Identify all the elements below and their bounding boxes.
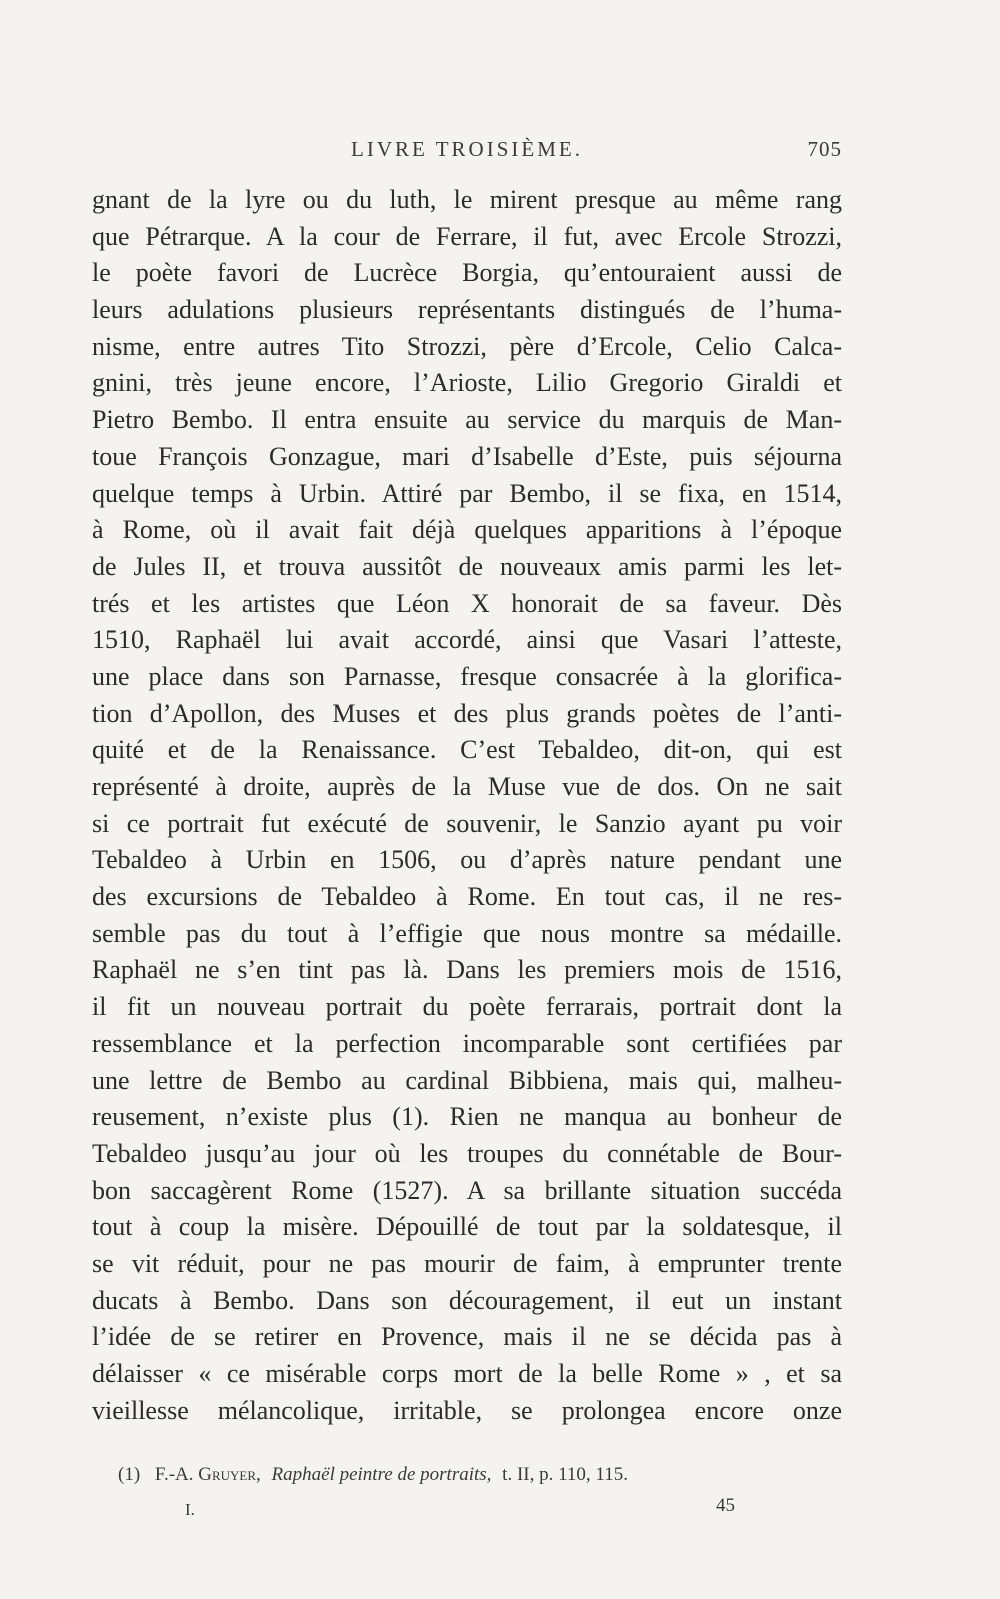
text-line: trés et les artistes que Léon X honorait de sa faveur. Dès [92,588,842,618]
text-line: à Rome, où il avait fait déjà quelques apparitions à l’époque [92,515,842,545]
text-line: Tebaldeo jusqu’au jour où les troupes du connétable de Bour- [92,1138,842,1168]
text-line: se vit réduit, pour ne pas mourir de faim, à emprunter trente [92,1248,842,1278]
text-line: une lettre de Bembo au cardinal Bibbiena, mais qui, malheu- [92,1065,842,1095]
text-line: ressemblance et la perfection incomparable sont certifiées par [92,1028,842,1058]
text-line: tion d’Apollon, des Muses et des plus grands poètes de l’anti- [92,698,842,728]
text-line: de Jules II, et trouva aussitôt de nouveaux amis parmi les let- [92,551,842,581]
page-number: 705 [807,137,842,161]
text-line: gnini, très jeune encore, l’Arioste, Lilio Gregorio Giraldi et [92,368,842,398]
text-line: il fit un nouveau portrait du poète ferrarais, portrait dont la [92,992,842,1022]
text-line: ducats à Bembo. Dans son découragement, il eut un instant [92,1285,842,1315]
text-line: des excursions de Tebaldeo à Rome. En tout cas, il ne res- [92,882,842,912]
text-line: quelque temps à Urbin. Attiré par Bembo, il se fixa, en 1514, [92,478,842,508]
text-line: Pietro Bembo. Il entra ensuite au service du marquis de Man- [92,405,842,435]
footnote-author: F.-A. Gruyer, [154,1464,261,1485]
footnote-reference: t. II, p. 110, 115. [502,1464,628,1485]
text-line: tout à coup la misère. Dépouillé de tout par la soldatesque, il [92,1212,842,1242]
text-line: vieillesse mélancolique, irritable, se prolongea encore onze [92,1395,842,1425]
text-line: le poète favori de Lucrèce Borgia, qu’entouraient aussi de [92,258,842,288]
text-line: si ce portrait fut exécuté de souvenir, le Sanzio ayant pu voir [92,808,842,838]
text-line: semble pas du tout à l’effigie que nous montre sa médaille. [92,918,842,948]
running-title: LIVRE TROISIÈME. [351,137,583,161]
text-line: gnant de la lyre ou du luth, le mirent presque au même rang [92,185,842,214]
text-line: Tebaldeo à Urbin en 1506, ou d’après nature pendant une [92,845,842,875]
text-line: délaisser « ce misérable corps mort de la belle Rome » , et sa [92,1359,842,1388]
footnote [118,1464,778,1486]
text-line: quité et de la Renaissance. C’est Tebaldeo, dit-on, qui est [92,735,842,765]
text-line: toue François Gonzague, mari d’Isabelle d’Este, puis séjourna [92,441,842,471]
footnote-title: Raphaël peintre de portraits, [271,1464,492,1485]
text-line: reusement, n’existe plus (1). Rien ne manqua au bonheur de [92,1102,842,1132]
text-line: représenté à droite, auprès de la Muse vue de dos. On ne sait [92,772,842,801]
signature-mark-left: I. [185,1500,195,1519]
running-head [92,137,842,167]
text-line: l’idée de se retirer en Provence, mais il ne se décida pas à [92,1322,842,1352]
text-line: que Pétrarque. A la cour de Ferrare, il fut, avec Ercole Strozzi, [92,221,842,251]
body-text [92,182,842,1429]
text-line: nisme, entre autres Tito Strozzi, père d’Ercole, Celio Calca- [92,331,842,361]
text-line: bon saccagèrent Rome (1527). A sa brillante situation succéda [92,1175,842,1205]
signature-mark-right: 45 [716,1495,735,1516]
text-line: une place dans son Parnasse, fresque consacrée à la glorifica- [92,661,842,691]
footnote-mark: (1) [118,1464,141,1485]
text-line: leurs adulations plusieurs représentants distingués de l’huma- [92,295,842,325]
text-line: Raphaël ne s’en tint pas là. Dans les premiers mois de 1516, [92,955,842,985]
text-line: 1510, Raphaël lui avait accordé, ainsi que Vasari l’atteste, [92,625,842,655]
